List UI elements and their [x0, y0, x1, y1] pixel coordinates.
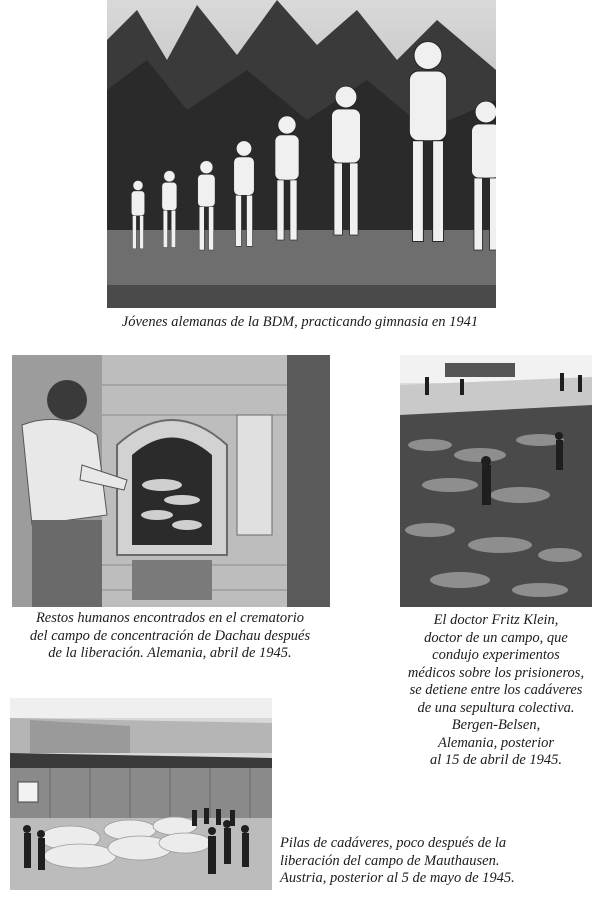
caption-bdm: Jóvenes alemanas de la BDM, practicando gimnasia en 1941 — [121, 314, 479, 330]
caption-mauthausen: Pilas de cadáveres, poco después de la liberación del campo de Mauthausen. Austria, posterior al 5 de mayo de 1945. — [280, 835, 515, 886]
photo-mauthausen-camp — [10, 698, 272, 890]
photo-dachau-crematorium — [12, 355, 330, 607]
caption-klein: El doctor Fritz Klein, doctor de un campo, que condujo experimentos médicos sobre los prisioneros, se detiene entre los cadáveres de una sepultura colectiva. Bergen-Belsen, Alemania, posterior al 15 de abril de 1945. — [407, 612, 585, 768]
photo-bergen-belsen-grave — [400, 355, 592, 607]
photo-bdm-gymnastics — [107, 0, 496, 308]
caption-dachau: Restos humanos encontrados en el crematorio del campo de concentración de Dachau después de la liberación. Alemania, abril de 1945. — [29, 610, 311, 661]
